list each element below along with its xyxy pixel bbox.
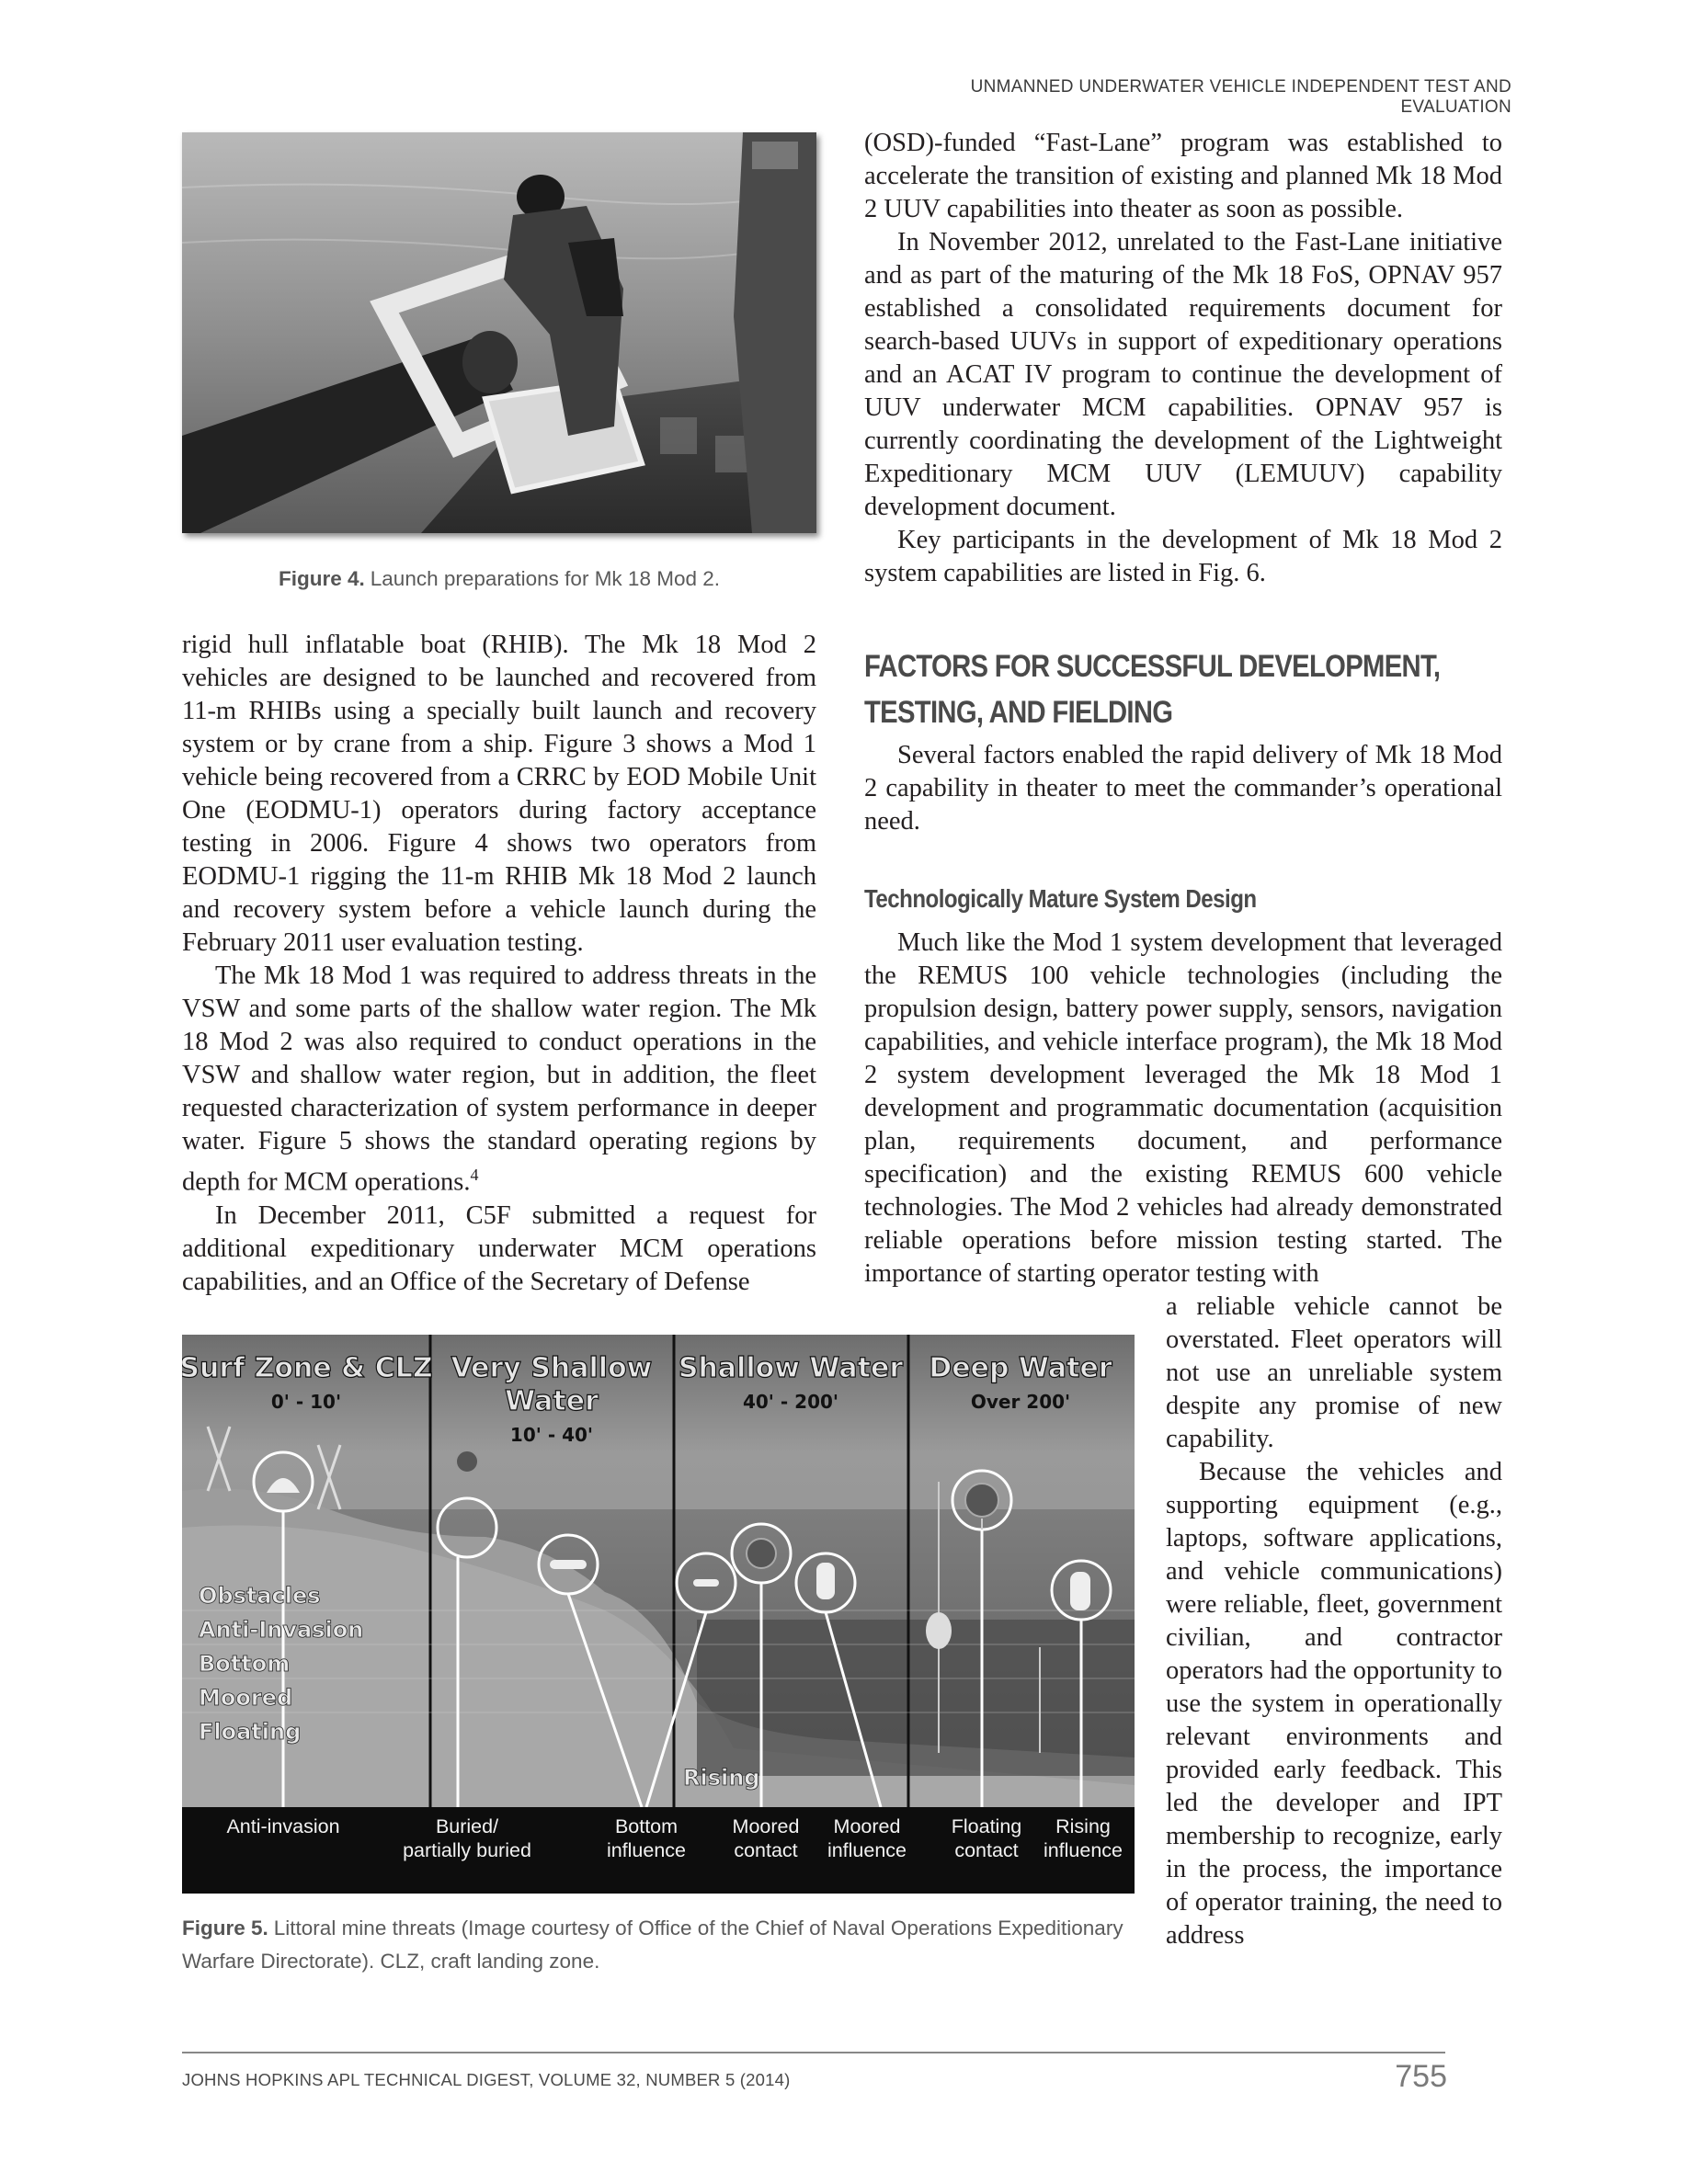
row-label-rising: Rising	[683, 1765, 760, 1791]
label-moored-influence: Moored influence	[827, 1815, 907, 1861]
zone-depth-vsw: 10' - 40'	[509, 1424, 594, 1446]
label-moored-contact: Moored contact	[732, 1815, 800, 1861]
section-heading: FACTORS FOR SUCCESSFUL DEVELOPMENT, TESTING, AND FIELDING	[864, 649, 1441, 730]
row-label-moored: Moored	[199, 1685, 293, 1711]
label-bottom-influence: Bottom influence	[606, 1815, 687, 1861]
right-paragraph-1: (OSD)-funded “Fast-Lane” program was established to accelerate the transition of existing and planned Mk 18 Mod 2 UUV capabilities into theater as soon as possible.	[864, 129, 1502, 223]
right-paragraph-5: Much like the Mod 1 system development that leveraged the REMUS 100 vehicle technologies (including the propulsion design, battery power supply, sensors, navigation capabilities, and vehicle interface program), the Mk 18 Mod 2 system development leveraged the Mk 18 Mod 1 development and programmatic documentation (acquisition plan, requirements document, and performance specification) and the existing REMUS 600 vehicle technologies. The Mod 2 vehicles had already demonstrated reliable operations before mission testing started. The importance of starting operator testing with	[864, 928, 1502, 1288]
label-rising-influence: Rising influence	[1043, 1815, 1123, 1861]
row-label-floating: Floating	[199, 1719, 302, 1745]
page-number: 755	[1395, 2059, 1447, 2094]
figure-4-label: Figure 4.	[279, 567, 365, 590]
left-paragraph-2	[182, 960, 816, 1200]
zone-title-vsw-2: Water	[505, 1385, 599, 1417]
right-column-mid	[864, 739, 1502, 838]
row-label-anti-invasion: Anti-Invasion	[199, 1617, 364, 1643]
figure-5-caption	[182, 1912, 1135, 1978]
reference-superscript: 4	[470, 1166, 479, 1184]
zone-title-surf: Surf Zone & CLZ	[182, 1352, 433, 1384]
narrow-column	[1166, 1291, 1502, 1952]
right-paragraph-3: Key participants in the development of Mk 18 Mod 2 system capabilities are listed in Fig. 6.	[864, 526, 1502, 587]
figure-4-caption	[182, 563, 816, 596]
figure-5-caption-text: Littoral mine threats (Image courtesy of Office of the Chief of Naval Operations Expeditionary Warfare Directorate). CLZ, craft landing zone.	[182, 1917, 1123, 1973]
figure-4-caption-text: Launch preparations for Mk 18 Mod 2.	[370, 567, 720, 590]
zone-title-shallow: Shallow Water	[678, 1352, 904, 1384]
left-paragraph-3: In December 2011, C5F submitted a request for additional expeditionary underwater MCM operations capabilities, and an Office of the Secretary of Defense	[182, 1200, 816, 1296]
figure-4-photo	[182, 132, 816, 533]
figure-5-label: Figure 5.	[182, 1917, 268, 1939]
label-floating-contact: Floating contact	[951, 1815, 1022, 1861]
row-label-bottom: Bottom	[199, 1651, 291, 1677]
left-paragraph-2-text: The Mk 18 Mod 1 was required to address threats in the VSW and some parts of the shallow water region. The Mk 18 Mod 2 was also required to conduct operations in the VSW and shallow water region, but in addition, the fleet requested characterization of system performance in deeper water. Figure 5 shows the standard operating regions by depth for MCM operations.	[182, 961, 816, 1197]
right-paragraph-2: In November 2012, unrelated to the Fast-Lane initiative and as part of the maturing of the Mk 18 FoS, OPNAV 957 established a consolidated requirements document for search-based UUVs in support of expeditionary operations and an ACAT IV program to continue the development of UUV underwater MCM capabilities. OPNAV 957 is currently coordinating the development of the Lightweight Expeditionary MCM UUV (LEMUUV) capability development document.	[864, 228, 1502, 521]
footer-journal: JOHNS HOPKINS APL TECHNICAL DIGEST, VOLUME 32, NUMBER 5 (2014)	[182, 2070, 791, 2089]
zone-depth-deep: Over 200'	[970, 1391, 1071, 1413]
zone-depth-surf: 0' - 10'	[270, 1391, 342, 1413]
figure-5-scene	[182, 1335, 1135, 1807]
right-column-lower	[864, 927, 1502, 1291]
narrow-paragraph-6: Because the vehicles and supporting equipment (e.g., laptops, software applications, and vehicle communications) were reliable, fleet, government civilian, and contractor operators had the opportunity to use the system in operationally relevant environments and provided early feedback. This led the developer and IPT membership to recognize, early in the process, the importance of operator training, the need to address	[1166, 1458, 1502, 1950]
running-head: UNMANNED UNDERWATER VEHICLE INDEPENDENT TEST AND EVALUATION	[970, 77, 1511, 117]
figure-5-label-strip	[182, 1807, 1135, 1894]
footer-rule	[182, 2052, 1445, 2053]
narrow-paragraph-cont: a reliable vehicle cannot be overstated. Fleet operators will not use an unreliable system despite any promise of new capability.	[1166, 1292, 1502, 1453]
left-paragraph-1: rigid hull inflatable boat (RHIB). The Mk 18 Mod 2 vehicles are designed to be launched and recovered from 11-m RHIBs using a specially built launch and recovery system or by crane from a ship. Figure 3 shows a Mod 1 vehicle being recovered from a CRRC by EOD Mobile Unit One (EODMU-1) operators during factory acceptance testing in 2006. Figure 4 shows two operators from EODMU-1 rigging the 11-m RHIB Mk 18 Mod 2 launch and recovery system before a vehicle launch during the February 2011 user evaluation testing.	[182, 631, 816, 957]
row-label-obstacles: Obstacles	[199, 1583, 321, 1609]
subsection-heading: Technologically Mature System Design	[864, 884, 1257, 913]
right-paragraph-4: Several factors enabled the rapid delivery of Mk 18 Mod 2 capability in theater to meet the commander’s operational need.	[864, 741, 1502, 836]
right-column-top	[864, 127, 1502, 590]
zone-title-vsw-1: Very Shallow	[451, 1352, 653, 1384]
label-buried: Buried/ partially buried	[403, 1815, 531, 1861]
zone-depth-shallow: 40' - 200'	[742, 1391, 839, 1413]
left-column	[182, 629, 816, 1299]
label-anti-invasion: Anti-invasion	[226, 1815, 340, 1837]
zone-title-deep: Deep Water	[929, 1352, 1112, 1384]
